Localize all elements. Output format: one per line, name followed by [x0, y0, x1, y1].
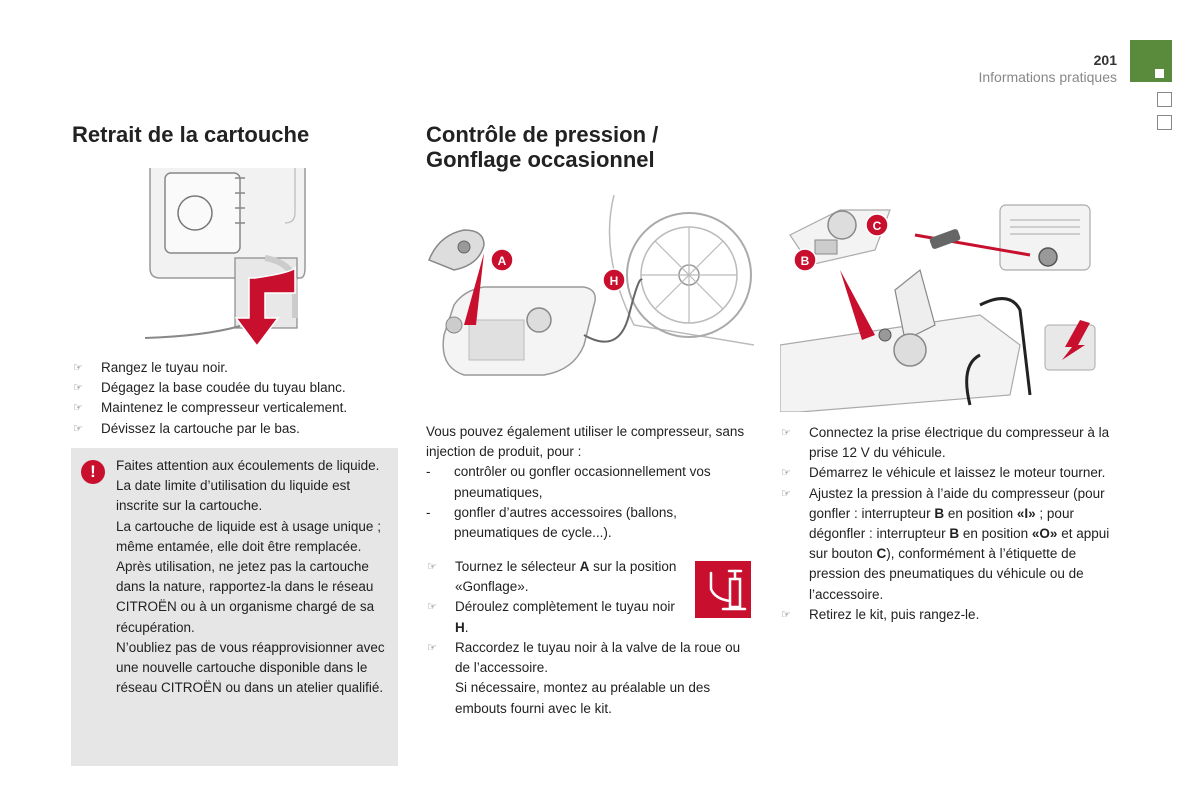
list-item: ☞ Maintenez le compresseur verticalement.: [73, 398, 403, 418]
list-item: ☞ Connectez la prise électrique du compresseur à la prise 12 V du véhicule.: [781, 425, 1110, 461]
warning-icon: !: [81, 460, 105, 484]
list-item: - contrôler ou gonfler occasionnellement vos pneumatiques,: [426, 464, 711, 500]
list-item: ☞ Retirez le kit, puis rangez-le.: [781, 605, 1111, 625]
dashboard-illustration: [780, 195, 1107, 412]
list-item: ☞ Rangez le tuyau noir.: [73, 358, 403, 378]
hand-pointer-icon: ☞: [781, 487, 791, 500]
hand-pointer-icon: ☞: [73, 382, 83, 395]
middle-steps-list-bottom: [427, 638, 757, 719]
chapter-box: [1157, 115, 1172, 130]
hand-pointer-icon: ☞: [73, 422, 83, 435]
middle-title: Contrôle de pression / Gonflage occasionnel: [426, 122, 659, 172]
hand-pointer-icon: ☞: [427, 601, 437, 614]
label-b: B: [800, 254, 810, 268]
hand-pointer-icon: ☞: [427, 642, 437, 654]
section-name: Informations pratiques: [978, 69, 1117, 85]
right-steps-list: [781, 423, 1111, 625]
list-item: ☞ Déroulez complètement le tuyau noir H.: [427, 599, 675, 635]
intro-paragraph: Vous pouvez également utiliser le compresseur, sans injection de produit, pour : - contrôler ou gonfler occasionnellement vos pneumatiques, - gonfler d’autres accessoires (ballons, pneumatiques de cycle...).: [426, 422, 756, 543]
warning-text: Faites attention aux écoulements de liquide. La date limite d’utilisation du liquide est inscrite sur la cartouche. La cartouche de liquide est à usage unique ; même entamée, elle doit être remplacée. Après utilisation, ne jetez pas la cartouche dans la nature, rapportez-la dans le réseau CITROËN ou à un organisme chargé de sa récupération. N’oubliez pas de vous réapprovisionner avec une nouvelle cartouche disponible dans le réseau CITROËN ou dans un atelier qualifié.: [116, 458, 385, 696]
compressor-illustration: [424, 195, 754, 395]
hand-pointer-icon: ☞: [781, 427, 791, 439]
list-item: ☞ Dévissez la cartouche par le bas.: [73, 419, 403, 439]
chapter-tab: [1130, 40, 1172, 82]
hand-pointer-icon: ☞: [781, 467, 791, 480]
warning-box: [71, 448, 398, 766]
page-number: 201: [1093, 52, 1117, 68]
label-a: A: [497, 254, 507, 268]
cartridge-illustration: [145, 168, 325, 350]
hand-pointer-icon: ☞: [73, 402, 83, 415]
list-item: ☞ Dégagez la base coudée du tuyau blanc.: [73, 378, 403, 398]
list-item: ☞ Ajustez la pression à l’aide du compresseur (pour gonfler : interrupteur B en position «I» ; pour dégonfler : interrupteur B en position «O» et appui sur bouton C), conformément à l’étiquette de pression des pneumatiques du véhicule ou de l’accessoire.: [781, 485, 1110, 602]
list-item: ☞ Tournez le sélecteur A sur la position «Gonflage».: [427, 559, 677, 595]
list-item: ☞ Démarrez le véhicule et laissez le moteur tourner.: [781, 463, 1111, 483]
middle-steps-list-top: [427, 557, 683, 638]
label-c: C: [872, 219, 882, 233]
chapter-tab-marker: [1155, 69, 1164, 78]
list-item: - gonfler d’autres accessoires (ballons, pneumatiques de cycle...).: [426, 504, 677, 541]
left-title: Retrait de la cartouche: [72, 122, 310, 147]
hand-pointer-icon: ☞: [73, 362, 83, 374]
left-steps-list: [73, 358, 403, 439]
hand-pointer-icon: ☞: [427, 561, 437, 573]
hand-pointer-icon: ☞: [781, 608, 791, 621]
label-h: H: [609, 274, 619, 288]
tyre-pump-icon: [695, 561, 751, 618]
chapter-box: [1157, 92, 1172, 107]
list-item: ☞ Raccordez le tuyau noir à la valve de la roue ou de l’accessoire. Si nécessaire, montez au préalable un des embouts fourni avec le kit.: [427, 640, 741, 716]
